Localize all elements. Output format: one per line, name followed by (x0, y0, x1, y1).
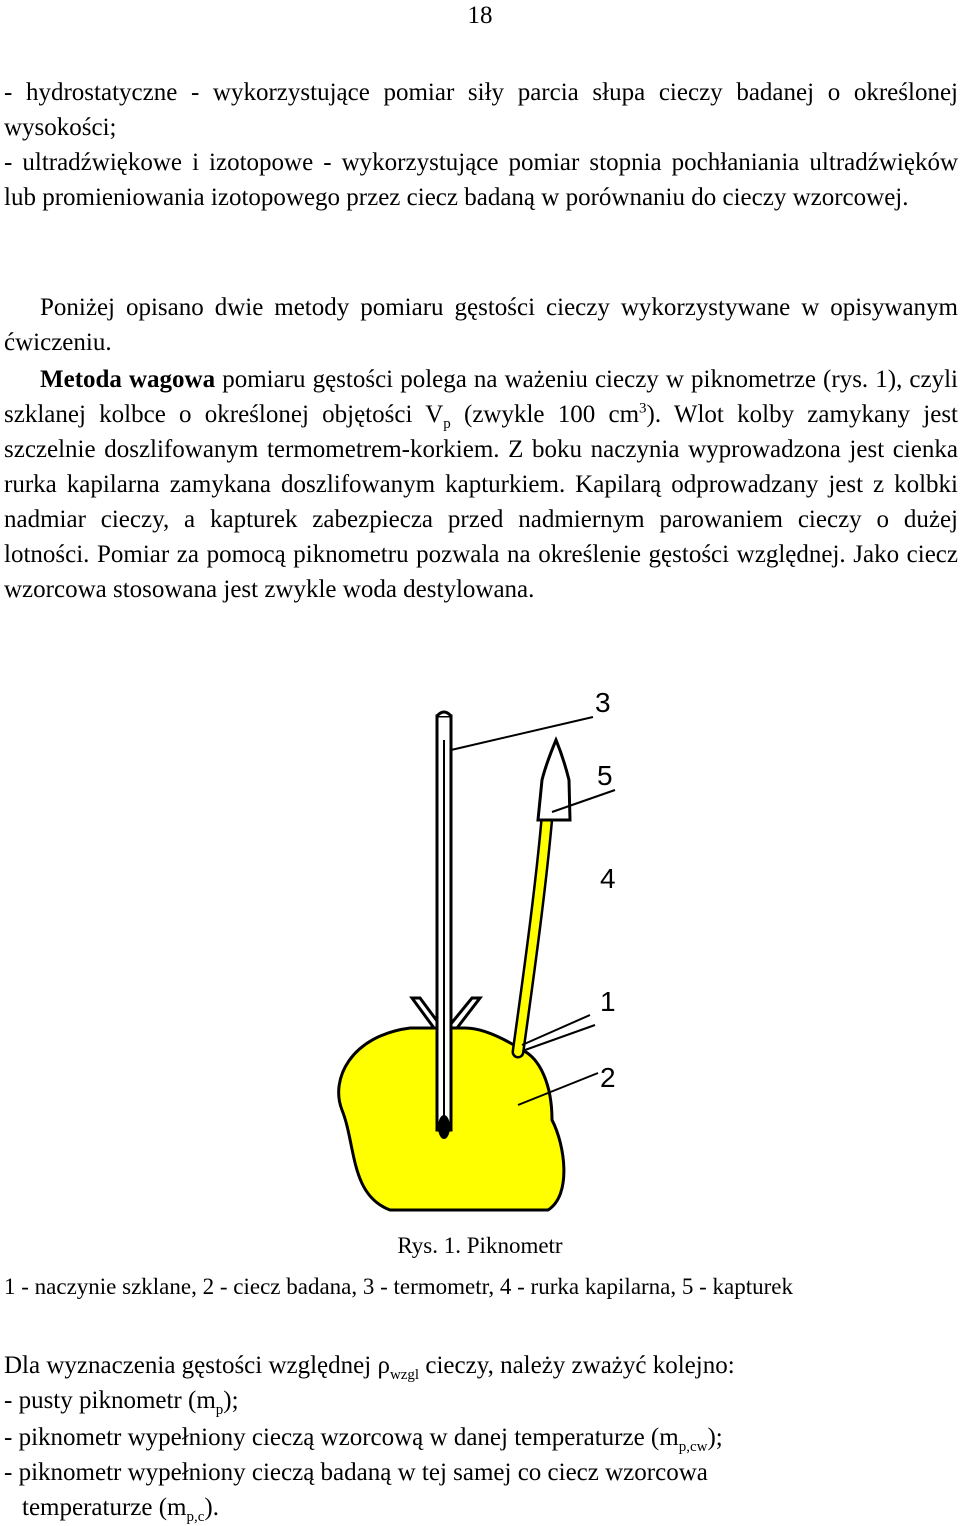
pycnometer-figure (290, 680, 690, 1230)
method-text-2: (zwykle 100 cm (450, 401, 640, 428)
figure-legend: 1 - naczynie szklane, 2 - ciecz badana, 3 - termometr, 4 - rurka kapilarna, 5 - kapturek (4, 1274, 794, 1299)
label-2: 2 (600, 1062, 616, 1093)
volume-subscript: p (443, 416, 451, 432)
intro-paragraph: Poniżej opisano dwie metody pomiaru gęstości cieczy wykorzystywane w opisywanym ćwiczeniu. (4, 294, 958, 356)
label-5: 5 (597, 760, 613, 791)
cubic-superscript: 3 (639, 400, 647, 417)
method-ultrasonic: - ultradźwiękowe i izotopowe - wykorzystujące pomiar stopnia pochłaniania ultradźwięków lub promieniowania izotopowego przez ciecz badaną w porównaniu do cieczy wzorcowej. (4, 149, 958, 211)
figure-caption: Rys. 1. Piknometr (397, 1233, 563, 1258)
method-name: Metoda wagowa (40, 366, 216, 393)
method-text-3: ). Wlot kolby zamykany jest szczelnie doszlifowanym termometrem-korkiem. Z boku naczynia wyprowadzona jest cienka rurka kapilarna zamykana doszlifowanym kapturkiem. Kapilarą odprowadzany jest z kolbki nadmiar cieczy, a kapturek zabezpiecza przed nadmiernym parowaniem cieczy o dużej lotności. Pomiar za pomocą piknometru pozwala na określenie gęstości względnej. Jako ciecz wzorcowa stosowana jest zwykle woda destylowana. (4, 401, 958, 603)
methods-list (4, 75, 958, 215)
method-text-1: pomiaru gęstości polega na ważeniu cieczy w piknometrze (rys. 1), czyli szklanej kolbce o określonej objętości V (4, 366, 958, 428)
label-4: 4 (600, 863, 616, 894)
label-1: 1 (600, 986, 616, 1017)
requirement-item: - piknometr wypełniony cieczą wzorcową w danej temperaturze $(m_{p,cw})$; (4, 1424, 723, 1455)
method-hydrostatic: - hydrostatyczne - wykorzystujące pomiar siły parcia słupa cieczy badanej o określonej wysokości; (4, 79, 958, 141)
weighing-method-paragraph (4, 362, 958, 607)
label-3: 3 (595, 687, 611, 718)
thermometer-bulb (438, 1115, 450, 1139)
requirement-item: - pusty piknometr $(m_p)$; (4, 1387, 239, 1418)
requirement-item-continued: temperaturze $(m_{p,c})$. (22, 1494, 219, 1525)
requirement-item: - piknometr wypełniony cieczą badaną w tej samej co ciecz wzorcowa (4, 1459, 708, 1486)
page-number: 18 (467, 2, 493, 29)
requirements-intro: Dla wyznaczenia gęstości względnej $\rho_{wzgl}$ cieczy, należy zważyć kolejno: (4, 1352, 735, 1383)
rho-symbol: ρ (377, 1352, 390, 1379)
